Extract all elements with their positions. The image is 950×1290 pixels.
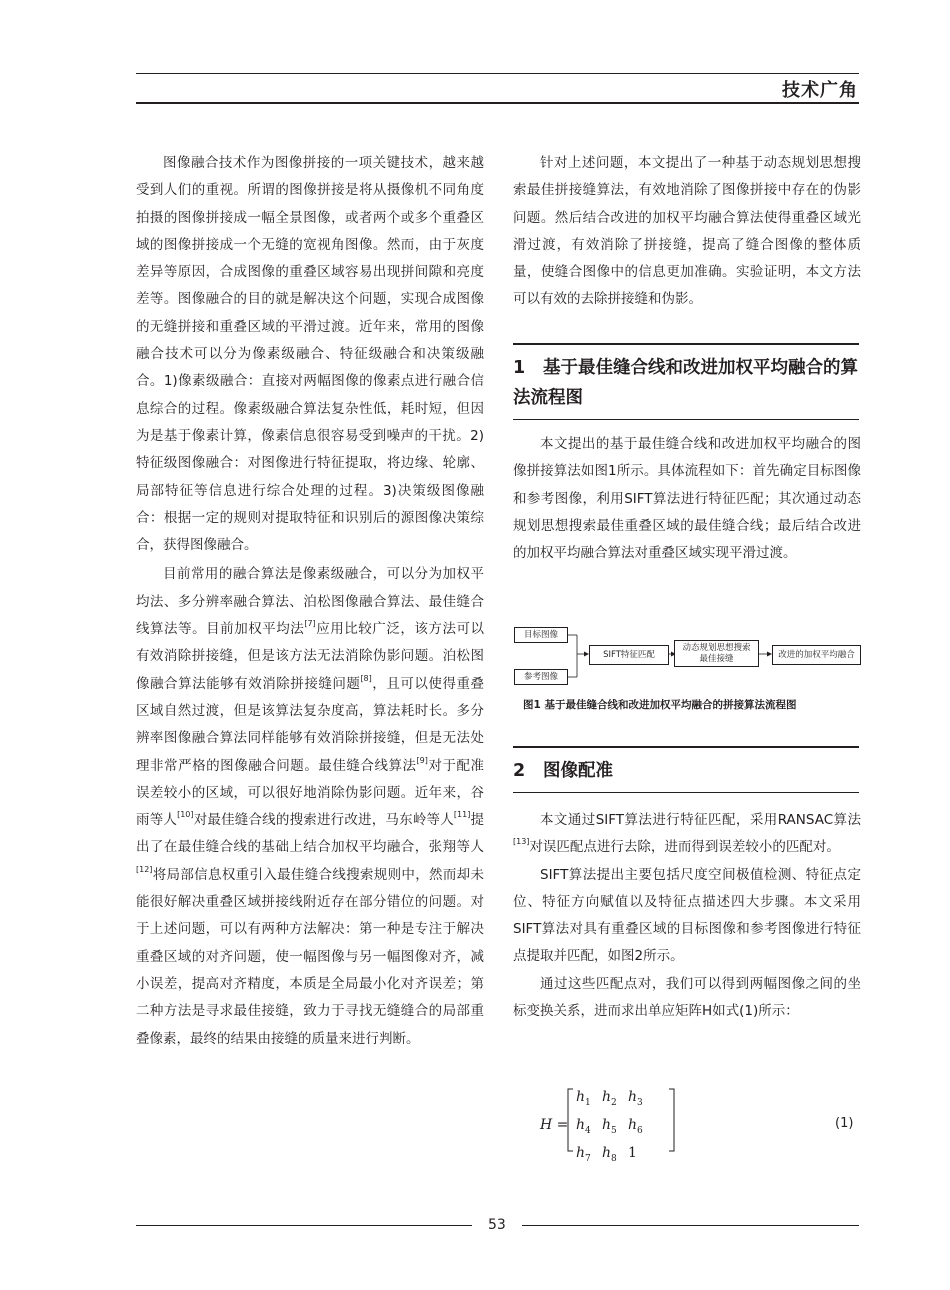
section2-paragraph-2: SIFT算法提出主要包括尺度空间极值检测、特征点定位、特征方向赋值以及特征点描述四大步骤。本文采用SIFT算法对具有重叠区域的目标图像和参考图像进行特征点提取并匹配，如图2所示。 xyxy=(513,866,861,965)
section2-rule-bottom xyxy=(513,792,859,793)
section2-rule-top xyxy=(513,746,859,748)
matrix-cell: $h_4$ xyxy=(576,1116,591,1136)
citation: [9] xyxy=(416,755,428,765)
flow-box-reference-image: 参考图像 xyxy=(514,669,568,685)
equation-number: (1) xyxy=(835,1116,854,1131)
right-intro-paragraph: 针对上述问题，本文提出了一种基于动态规划思想搜索最佳拼接缝算法，有效地消除了图像拼接中存在的伪影问题。然后结合改进的加权平均融合算法使得重叠区域光滑过渡，有效消除了拼接缝，提高了缝合图像的整体质量，使缝合图像中的信息更加准确。实验证明，本文方法可以有效的去除拼接缝和伪影。 xyxy=(513,155,861,308)
left-paragraph-2: 目前常用的融合算法是像素级融合，可以分为加权平均法、多分辨率融合算法、泊松图像融合算法、最佳缝合线算法等。目前加权平均法[7]应用比较广泛，该方法可以有效消除拼接缝，但是该方法无法消除伪影问题。泊松图像融合算法能够有效消除拼接缝问题[8]，且可以使得重叠区域自然过渡，但是该算法复杂度高，算法耗时长。多分辨率图像融合算法同样能够有效消除拼接缝，但是无法处理非常严格的图像融合问题。最佳缝合线算法[9]对于配准误差较小的区域，可以很好地消除伪影问题。近年来，谷雨等人[10]对最佳缝合线的搜索进行改进，马东岭等人[11]提出了在最佳缝合线的基础上结合加权平均融合，张翔等人[12]将局部信息权重引入最佳缝合线搜索规则中，然而却未能很好解决重叠区域拼接线附近存在部分错位的问题。对于上述问题，可以有两种方法解决：第一种是专注于解决重叠区域的对齐问题，使一幅图像与另一幅图像对齐，减小误差，提高对齐精度，本质是全局最小化对齐误差；第二种方法是寻求最佳接缝，致力于寻找无缝缝合的局部重叠像素，最终的结果由接缝的质量来进行判断。 xyxy=(136,566,485,1047)
matrix-cell: $h_2$ xyxy=(602,1089,617,1108)
section1-paragraph: 本文提出的基于最佳缝合线和改进加权平均融合的图像拼接算法如图1所示。具体流程如下：首先确定目标图像和参考图像，利用SIFT算法进行特征匹配；其次通过动态规划思想搜索最佳重叠区域的最佳缝合线；最后结合改进的加权平均融合算法对重叠区域实现平滑过渡。 xyxy=(513,436,861,562)
matrix-cell: $h_8$ xyxy=(602,1144,617,1164)
section1-rule-bottom xyxy=(513,419,859,420)
left-paragraph-1: 图像融合技术作为图像拼接的一项关键技术，越来越受到人们的重视。所谓的图像拼接是将从摄像机不同角度拍摄的图像拼接成一幅全景图像，或者两个或多个重叠区域的图像拼接成一个无缝的宽视角图像。然而，由于灰度差异等原因，合成图像的重叠区域容易出现拼间隙和亮度差等。图像融合的目的就是解决这个问题，实现合成图像的无缝拼接和重叠区域的平滑过渡。近年来，常用的图像融合技术可以分为像素级融合、特征级融合和决策级融合。1)像素级融合：直接对两幅图像的像素点进行融合信息综合的过程。像素级融合算法复杂性低，耗时短，但因为是基于像素计算，像素信息很容易受到噪声的干扰。2)特征级图像融合：对图像进行特征提取，将边缘、轮廓、局部特征等信息进行综合处理的过程。3)决策级图像融合：根据一定的规则对提取特征和识别后的源图像决策综合，获得图像融合。 xyxy=(136,155,484,554)
section2-paragraph-3: 通过这些匹配点对，我们可以得到两幅图像之间的坐标变换关系，进而求出单应矩阵H如式(1)所示： xyxy=(513,975,861,1020)
footer-rule-right xyxy=(522,1225,859,1226)
matrix-cell: $h_6$ xyxy=(628,1116,643,1136)
citation: [11] xyxy=(453,810,471,820)
section1-number: 1 xyxy=(513,358,526,378)
matrix-grid xyxy=(576,1088,654,1168)
matrix-cell: $h_1$ xyxy=(576,1089,591,1108)
citation: [12] xyxy=(136,864,153,874)
flow-box-weighted-blend: 改进的加权平均融合 xyxy=(772,645,861,665)
section2-body xyxy=(513,807,861,1025)
citation: [10] xyxy=(177,810,194,820)
matrix-cell: $h_3$ xyxy=(628,1089,643,1108)
header-rule-bottom xyxy=(136,102,859,104)
equation-lhs: H = xyxy=(540,1117,569,1133)
flow-box-dp-seam-search: 动态规划思想搜索最佳接缝 xyxy=(674,640,759,667)
matrix-cell: $h_5$ xyxy=(602,1116,617,1136)
section2-number: 2 xyxy=(513,761,526,781)
section1-body xyxy=(513,431,861,567)
matrix-cell: 1 xyxy=(628,1144,637,1161)
section2-title: 图像配准 xyxy=(543,761,613,781)
section1-rule-top xyxy=(513,343,859,345)
left-column xyxy=(136,150,484,1053)
header-rule-top xyxy=(136,73,859,74)
citation: [13] xyxy=(513,837,530,847)
flow-box-sift-matching: SIFT特征匹配 xyxy=(589,645,669,665)
citation: [7] xyxy=(304,619,316,629)
flow-box-target-image: 目标图像 xyxy=(514,627,568,643)
section1-title: 基于最佳缝合线和改进加权平均融合的算法流程图 xyxy=(513,358,858,408)
page-number: 53 xyxy=(488,1217,506,1233)
footer-rule-left xyxy=(136,1225,472,1226)
matrix-cell: $h_7$ xyxy=(576,1144,591,1164)
right-column-intro xyxy=(513,150,861,314)
citation: [8] xyxy=(360,673,372,683)
section1-heading xyxy=(513,353,859,413)
section2-heading xyxy=(513,756,859,786)
figure1-caption: 图1 基于最佳缝合线和改进加权平均融合的拼接算法流程图 xyxy=(523,699,797,711)
section-title: 技术广角 xyxy=(782,80,858,101)
section2-paragraph-1: 本文通过SIFT算法进行特征匹配，采用RANSAC算法[13]对误匹配点进行去除，进而得到误差较小的匹配对。 xyxy=(513,812,861,856)
